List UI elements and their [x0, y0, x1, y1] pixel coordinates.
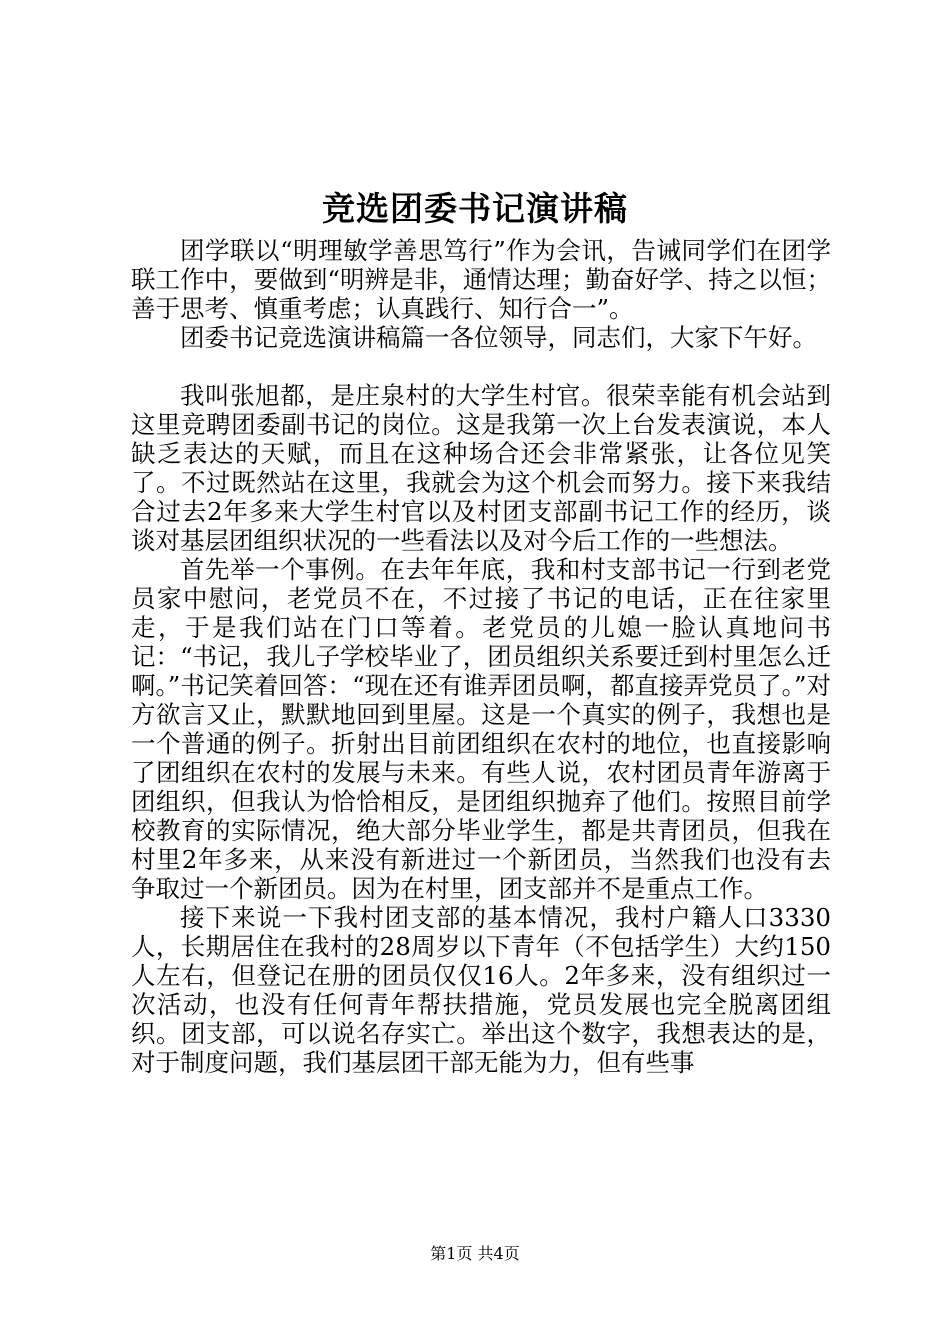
document-body: [131, 236, 831, 1077]
document-title: 竞选团委书记演讲稿: [322, 189, 628, 228]
paragraph-3: 我叫张旭都，是庄泉村的大学生村官。很荣幸能有机会站到这里竞聘团委副书记的岗位。这是我第一次上台发表演说，本人缺乏表达的天赋，而且在这种场合还会非常紧张，让各位见笑了。不过既然站在这里，我就会为这个机会而努力。接下来我结合过去2年多来大学生村官以及村团支部副书记工作的经历，谈谈对基层团组织状况的一些看法以及对今后工作的一些想法。: [131, 381, 831, 555]
paragraph-1: 团学联以“明理敏学善思笃行”作为会讯，告诫同学们在团学联工作中，要做到“明辨是非，通情达理；勤奋好学、持之以恒；善于思考、慎重考虑；认真践行、知行合一”。: [131, 236, 831, 323]
paragraph-2: 团委书记竞选演讲稿篇一各位领导，同志们，大家下午好。: [180, 323, 817, 352]
paragraph-4: 首先举一个事例。在去年年底，我和村支部书记一行到老党员家中慰问，老党员不在，不过接了书记的电话，正在往家里走，于是我们站在门口等着。老党员的儿媳一脸认真地问书记：“书记，我儿子学校毕业了，团员组织关系要迁到村里怎么迁啊。”书记笑着回答：“现在还有谁弄团员啊，都直接弄党员了。”对方欲言又止，默默地回到里屋。这是一个真实的例子，我想也是一个普通的例子。折射出目前团组织在农村的地位，也直接影响了团组织在农村的发展与未来。有些人说，农村团员青年游离于团组织，但我认为恰恰相反，是团组织抛弃了他们。按照目前学校教育的实际情况，绝大部分毕业学生，都是共青团员，但我在村里2年多来，从来没有新进过一个新团员，当然我们也没有去争取过一个新团员。因为在村里，团支部并不是重点工作。: [131, 555, 831, 903]
page-number-footer: 第1页 共4页: [430, 1244, 520, 1263]
paragraph-5: 接下来说一下我村团支部的基本情况，我村户籍人口3330人，长期居住在我村的28周岁以下青年（不包括学生）大约150人左右，但登记在册的团员仅仅16人。2年多来，没有组织过一次活动，也没有任何青年帮扶措施，党员发展也完全脱离团组织。团支部，可以说名存实亡。举出这个数字，我想表达的是，对于制度问题，我们基层团干部无能为力，但有些事: [131, 903, 831, 1077]
